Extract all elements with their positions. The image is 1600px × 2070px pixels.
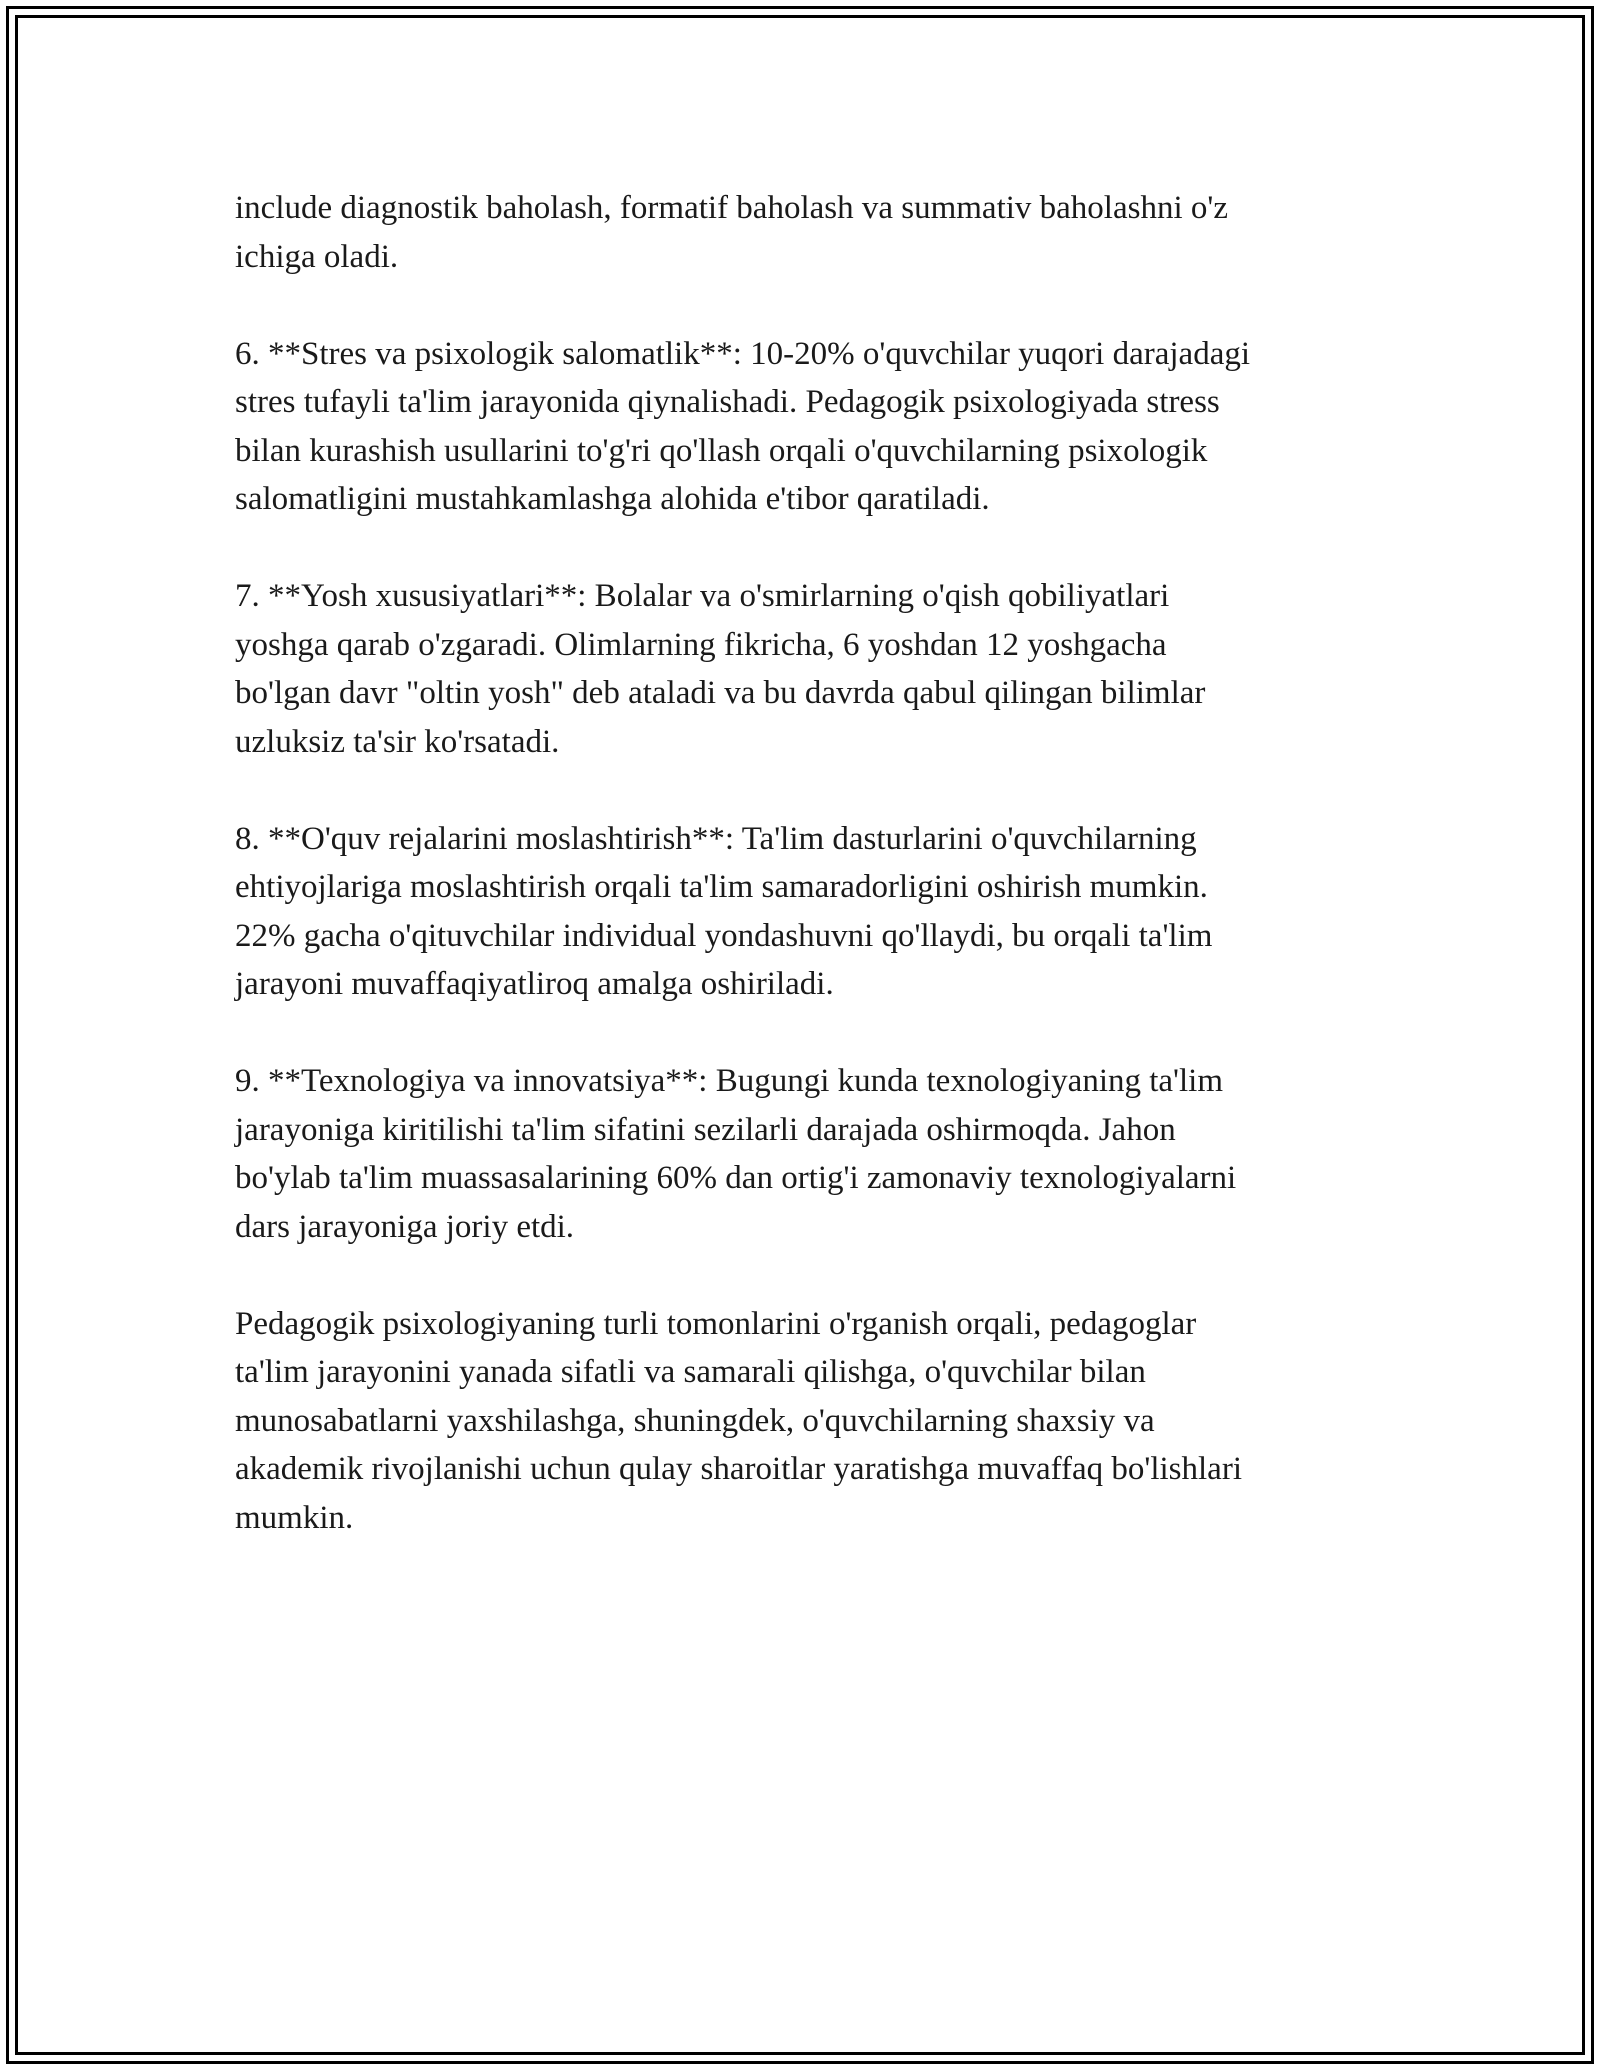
paragraph-conclusion <box>235 1300 1375 1543</box>
paragraph-item-9-technology <box>235 1057 1375 1251</box>
text-line: bilan kurashish usullarini to'g'ri qo'llash orqali o'quvchilarning psixologik <box>235 432 1208 469</box>
text-line: ehtiyojlariga moslashtirish orqali ta'lim samaradorligini oshirish mumkin. <box>235 869 1208 905</box>
paragraph-assessment-continuation <box>235 184 1375 281</box>
text-line: include diagnostik baholash, formatif baholash va summativ baholashni o'z <box>235 190 1228 226</box>
text-line: bo'lgan davr "oltin yosh" deb ataladi va bu davrda qabul qilingan bilimlar <box>235 675 1206 711</box>
text-line: ichiga oladi. <box>235 238 399 275</box>
text-line: akademik rivojlanishi uchun qulay sharoitlar yaratishga muvaffaq bo'lishlari <box>235 1451 1242 1487</box>
text-line: Pedagogik psixologiyaning turli tomonlarini o'rganish orqali, pedagoglar <box>235 1305 1197 1342</box>
text-line: 9. **Texnologiya va innovatsiya**: Bugungi kunda texnologiyaning ta'lim <box>235 1063 1224 1099</box>
text-line: bo'ylab ta'lim muassasalarining 60% dan ortig'i zamonaviy texnologiyalarni <box>235 1160 1237 1196</box>
text-line: salomatligini mustahkamlashga alohida e'tibor qaratiladi. <box>235 481 990 517</box>
text-line: jarayoniga kiritilishi ta'lim sifatini sezilarli darajada oshirmoqda. Jahon <box>235 1111 1176 1148</box>
text-line: 6. **Stres va psixologik salomatlik**: 10-20% o'quvchilar yuqori darajadagi <box>235 335 1251 372</box>
text-line: 22% gacha o'qituvchilar individual yondashuvni qo'llaydi, bu orqali ta'lim <box>235 917 1213 954</box>
text-line: 8. **O'quv rejalarini moslashtirish**: Ta'lim dasturlarini o'quvchilarning <box>235 820 1197 857</box>
text-line: ta'lim jarayonini yanada sifatli va samarali qilishga, o'quvchilar bilan <box>235 1354 1146 1390</box>
text-line: uzluksiz ta'sir ko'rsatadi. <box>235 723 560 760</box>
text-line: dars jarayoniga joriy etdi. <box>235 1208 575 1245</box>
text-line: mumkin. <box>235 1499 354 1536</box>
text-line: yoshga qarab o'zgaradi. Olimlarning fikricha, 6 yoshdan 12 yoshgacha <box>235 626 1167 663</box>
paragraph-item-7-age <box>235 572 1375 766</box>
text-line: stres tufayli ta'lim jarayonida qiynalishadi. Pedagogik psixologiyada stress <box>235 384 1220 420</box>
paragraph-item-6-stress <box>235 330 1375 524</box>
paragraph-item-8-curriculum <box>235 815 1375 1009</box>
document-body <box>235 184 1375 1591</box>
text-line: jarayoni muvaffaqiyatliroq amalga oshiriladi. <box>235 966 834 1002</box>
text-line: 7. **Yosh xususiyatlari**: Bolalar va o'smirlarning o'qish qobiliyatlari <box>235 578 1170 614</box>
text-line: munosabatlarni yaxshilashga, shuningdek, o'quvchilarning shaxsiy va <box>235 1402 1155 1439</box>
